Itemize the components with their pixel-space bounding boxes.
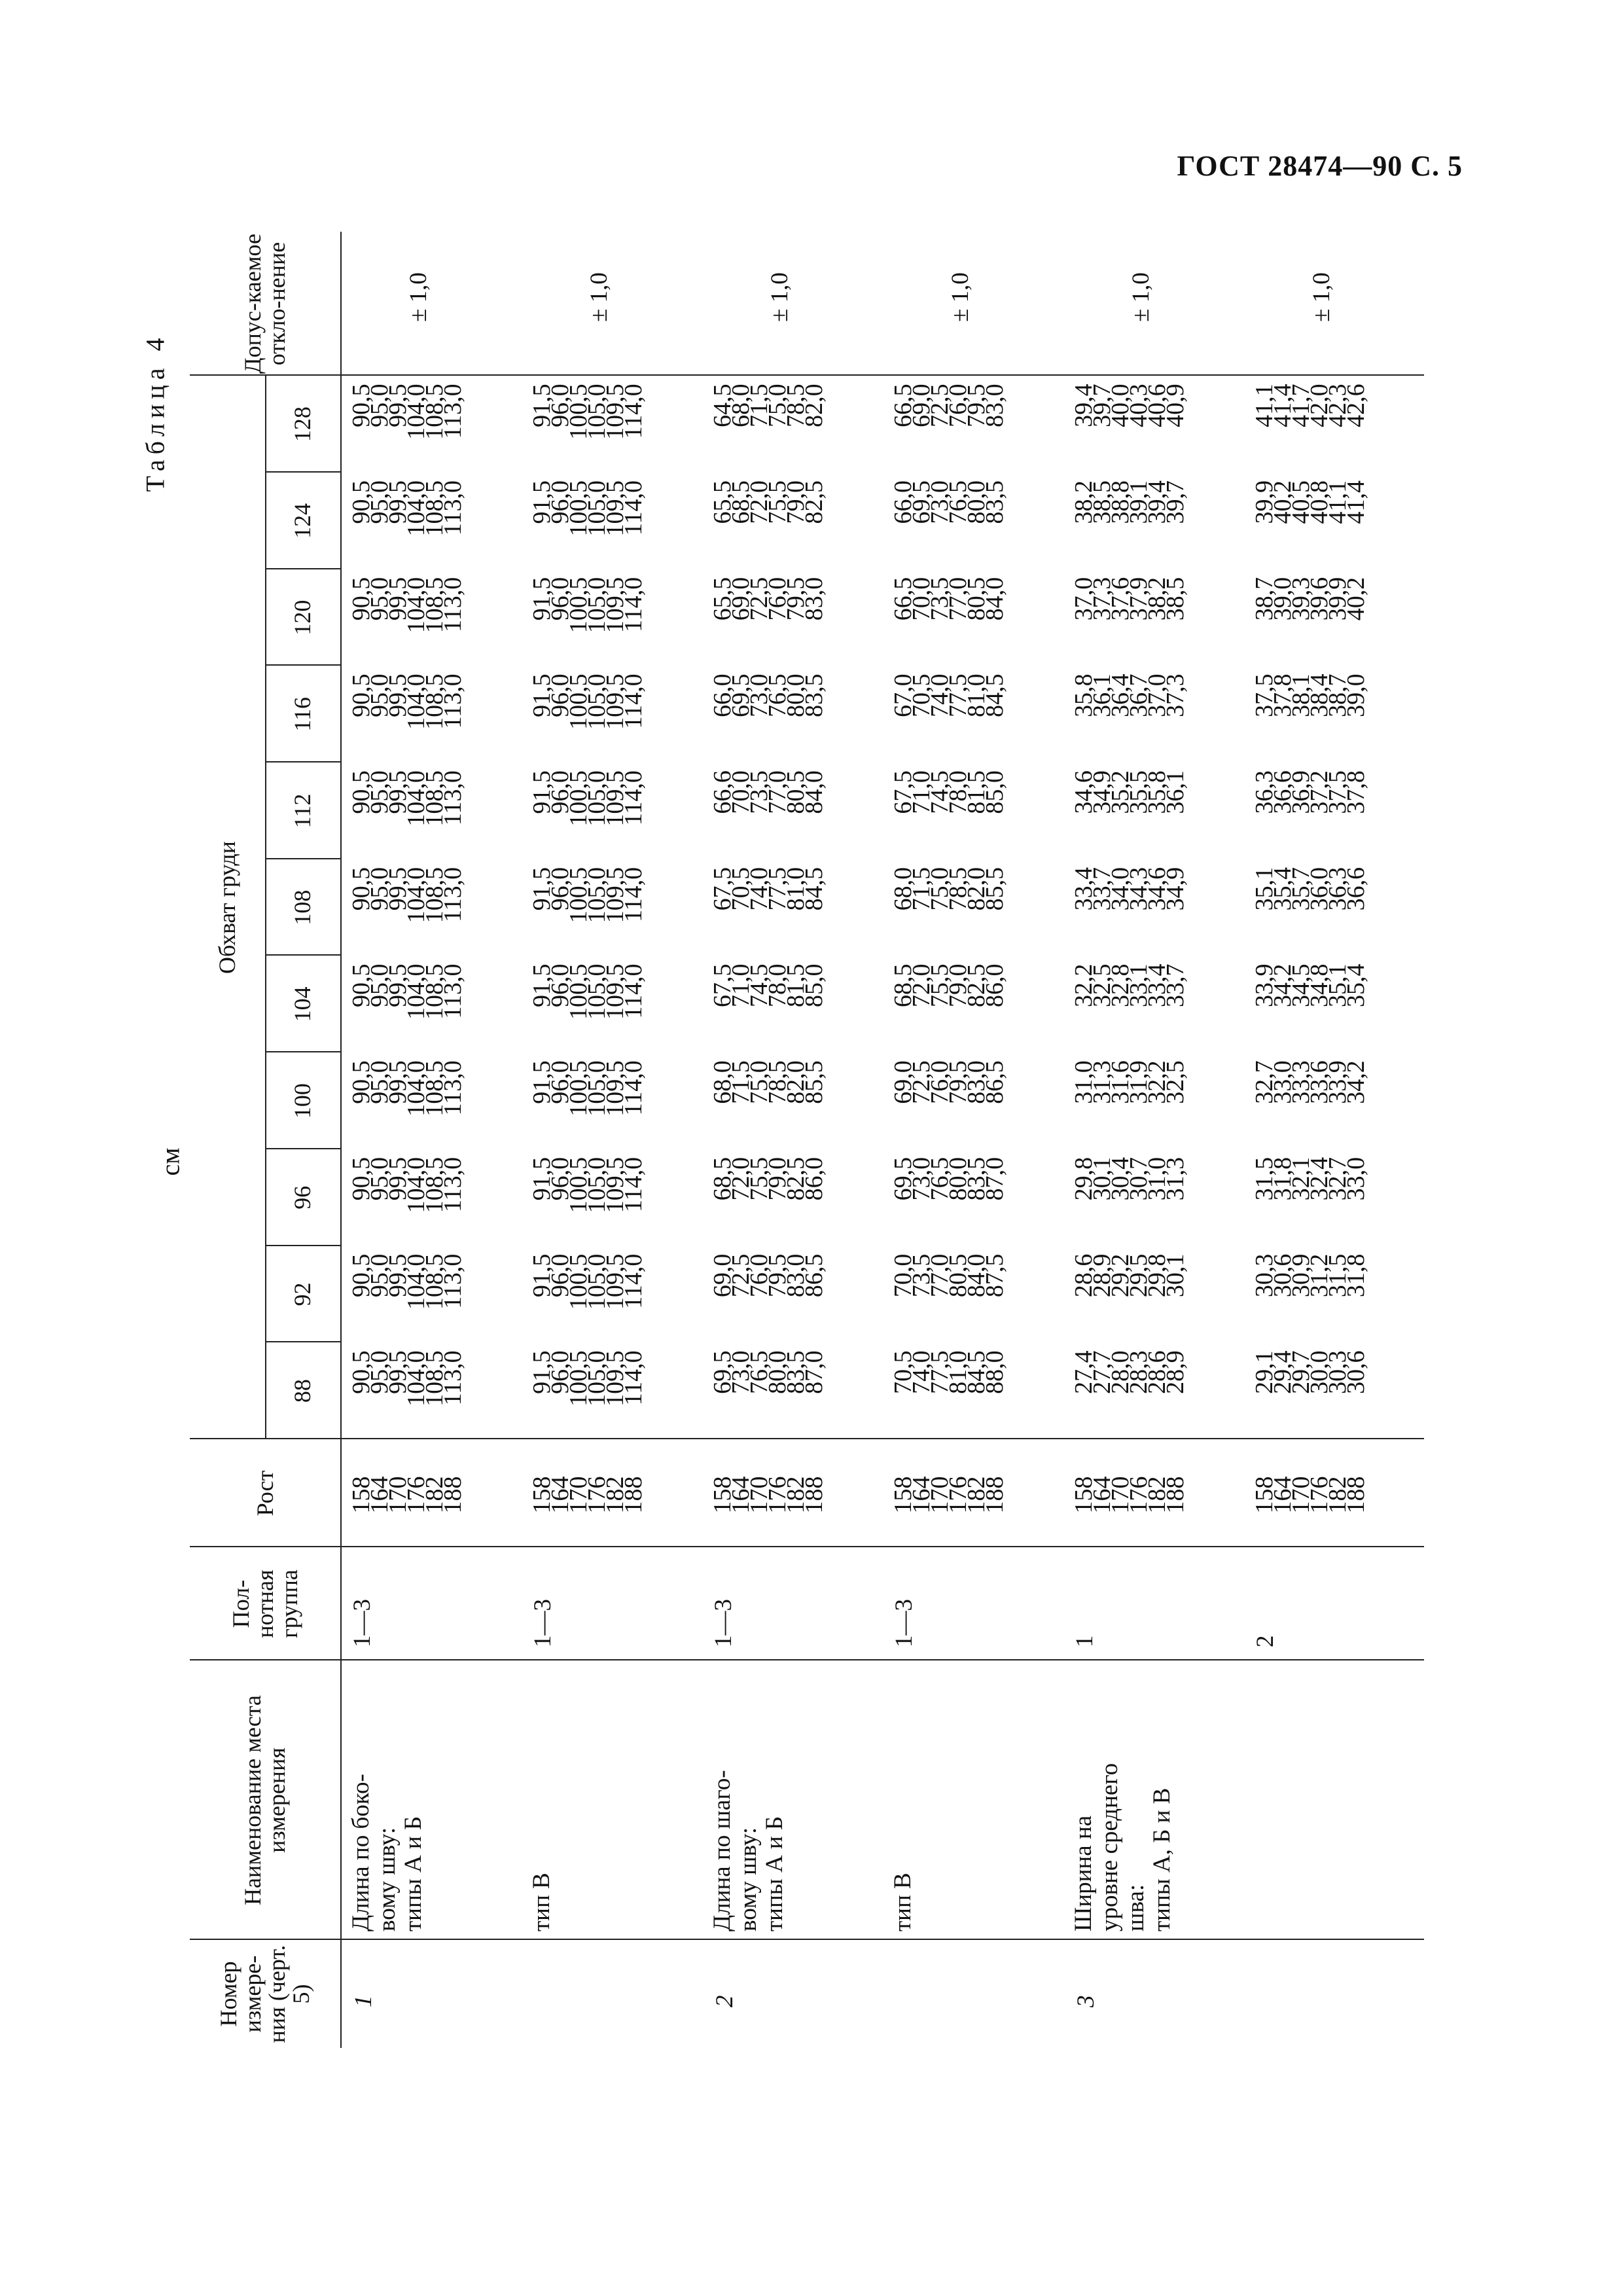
chest-size-88: 88 — [289, 1379, 315, 1403]
chest-value-col-116: 37,5 37,8 38,1 38,4 38,7 39,0 — [1251, 673, 1370, 717]
table-rotated-frame — [190, 232, 1427, 2048]
chest-size-120: 120 — [289, 600, 315, 636]
fullness-group: 1 — [1071, 1635, 1098, 1647]
header-group-text: Пол-нотная группа — [227, 1570, 302, 1638]
chest-value-col-100: 90,5 95,0 99,5 104,0 108,5 113,0 — [348, 1060, 467, 1117]
tolerance-value: ± 1,0 — [766, 272, 793, 322]
chest-value-col-124: 90,5 95,0 99,5 104,0 108,5 113,0 — [348, 480, 467, 537]
chest-value-col-128: 39,4 39,7 40,0 40,3 40,6 40,9 — [1070, 384, 1189, 427]
chest-value-col-108: 90,5 95,0 99,5 104,0 108,5 113,0 — [348, 867, 467, 924]
chest-value-col-100: 91,5 96,0 100,5 105,0 109,5 114,0 — [528, 1060, 647, 1117]
header-chest-text: Обхват груди — [214, 841, 240, 974]
chest-value-col-120: 38,7 39,0 39,3 39,6 39,9 40,2 — [1251, 577, 1370, 621]
chest-value-col-128: 66,5 69,0 72,5 76,0 79,5 83,0 — [889, 384, 1008, 427]
header-height-text: Рост — [251, 1470, 278, 1516]
grid-line-v — [190, 1546, 1424, 1547]
chest-value-col-92: 70,0 73,5 77,0 80,5 84,0 87,5 — [889, 1253, 1008, 1298]
height-values: 158 164 170 176 182 188 — [1251, 1476, 1370, 1514]
grid-line-v — [265, 664, 340, 666]
chest-size-104: 104 — [289, 986, 315, 1022]
chest-value-col-112: 91,5 96,0 100,5 105,0 109,5 114,0 — [528, 770, 647, 827]
grid-line-h — [340, 232, 342, 2048]
chest-value-col-112: 66,6 70,0 73,5 77,0 80,5 84,0 — [709, 770, 828, 814]
chest-value-col-96: 68,5 72,0 75,5 79,0 82,5 86,0 — [709, 1157, 828, 1201]
measurement-name: Длина по боко- вому шву: типы А и Б — [348, 1774, 427, 1931]
chest-value-col-124: 39,9 40,2 40,5 40,8 41,1 41,4 — [1251, 480, 1370, 524]
header-name-text: Наименование места измерения — [240, 1695, 290, 1906]
chest-value-col-112: 34,6 34,9 35,2 35,5 35,8 36,1 — [1070, 770, 1189, 814]
header-tolerance — [190, 232, 340, 376]
chest-value-col-104: 32,2 32,5 32,8 33,1 33,4 33,7 — [1070, 963, 1189, 1008]
grid-line-v — [265, 1148, 340, 1149]
chest-value-col-128: 64,5 68,0 71,5 75,0 78,5 82,0 — [709, 384, 828, 427]
grid-line-v — [265, 471, 340, 473]
height-values: 158 164 170 176 182 188 — [1070, 1476, 1189, 1514]
grid-line-v — [265, 1051, 340, 1052]
header-tolerance-text: Допус-каемое откло-нение — [240, 234, 290, 374]
measurement-name: тип В — [889, 1873, 916, 1931]
chest-value-col-124: 66,0 69,5 73,0 76,5 80,0 83,5 — [889, 480, 1008, 524]
grid-line-v — [190, 1659, 1424, 1660]
grid-line-v — [265, 1245, 340, 1246]
header-group — [190, 1547, 340, 1660]
chest-value-col-128: 41,1 41,4 41,7 42,0 42,3 42,6 — [1251, 384, 1370, 427]
chest-value-col-116: 35,8 36,1 36,4 36,7 37,0 37,3 — [1070, 673, 1189, 717]
chest-size-100: 100 — [289, 1083, 315, 1119]
header-name — [190, 1660, 340, 1940]
chest-value-col-112: 36,3 36,6 36,9 37,2 37,5 37,8 — [1251, 770, 1370, 814]
grid-line-v — [190, 374, 1424, 376]
grid-line-v — [265, 858, 340, 859]
measurement-name: Ширина на уровне среднего шва: типы А, Б и В — [1070, 1763, 1175, 1931]
grid-line-v — [190, 1438, 1424, 1439]
chest-value-col-108: 91,5 96,0 100,5 105,0 109,5 114,0 — [528, 867, 647, 924]
measurement-number: 3 — [1073, 1995, 1099, 2007]
chest-value-col-100: 68,0 71,5 75,0 78,5 82,0 85,5 — [709, 1060, 828, 1104]
fullness-group: 2 — [1252, 1635, 1279, 1647]
chest-value-col-92: 30,3 30,6 30,9 31,2 31,5 31,8 — [1251, 1253, 1370, 1298]
measurement-number: 1 — [350, 1995, 377, 2007]
chest-value-col-96: 90,5 95,0 99,5 104,0 108,5 113,0 — [348, 1157, 467, 1213]
chest-value-col-116: 91,5 96,0 100,5 105,0 109,5 114,0 — [528, 673, 647, 730]
chest-value-col-92: 69,0 72,5 76,0 79,5 83,0 86,5 — [709, 1253, 828, 1298]
chest-size-92: 92 — [289, 1282, 315, 1306]
fullness-group: 1—3 — [529, 1599, 556, 1647]
chest-value-col-100: 69,0 72,5 76,0 79,5 83,0 86,5 — [889, 1060, 1008, 1104]
header-chest — [190, 376, 265, 1439]
chest-value-col-108: 68,0 71,5 75,0 78,5 82,0 85,5 — [889, 867, 1008, 911]
chest-value-col-128: 91,5 96,0 100,5 105,0 109,5 114,0 — [528, 384, 647, 440]
chest-value-col-104: 33,9 34,2 34,5 34,8 35,1 35,4 — [1251, 963, 1370, 1008]
chest-size-96: 96 — [289, 1185, 315, 1210]
chest-value-col-96: 91,5 96,0 100,5 105,0 109,5 114,0 — [528, 1157, 647, 1213]
chest-value-col-116: 66,0 69,5 73,0 76,5 80,0 83,5 — [709, 673, 828, 717]
chest-value-col-104: 68,5 72,0 75,5 79,0 82,5 86,0 — [889, 963, 1008, 1008]
chest-value-col-120: 66,5 70,0 73,5 77,0 80,5 84,0 — [889, 577, 1008, 621]
chest-value-col-108: 35,1 35,4 35,7 36,0 36,3 36,6 — [1251, 867, 1370, 911]
chest-value-col-100: 32,7 33,0 33,3 33,6 33,9 34,2 — [1251, 1060, 1370, 1104]
fullness-group: 1—3 — [349, 1599, 376, 1647]
chest-value-col-88: 69,5 73,0 76,5 80,0 83,5 87,0 — [709, 1350, 828, 1394]
chest-value-col-88: 27,4 27,7 28,0 28,3 28,6 28,9 — [1070, 1350, 1189, 1394]
chest-value-col-96: 31,5 31,8 32,1 32,4 32,7 33,0 — [1251, 1157, 1370, 1201]
header-number-text: Номер измере-ния (черт. 5) — [215, 1945, 314, 2043]
chest-size-108: 108 — [289, 889, 315, 925]
chest-value-col-120: 90,5 95,0 99,5 104,0 108,5 113,0 — [348, 577, 467, 634]
tolerance-value: ± 1,0 — [586, 272, 613, 322]
chest-value-col-88: 70,5 74,0 77,5 81,0 84,5 88,0 — [889, 1350, 1008, 1394]
fullness-group: 1—3 — [891, 1599, 918, 1647]
chest-value-col-104: 91,5 96,0 100,5 105,0 109,5 114,0 — [528, 963, 647, 1020]
chest-value-col-116: 67,0 70,5 74,0 77,5 81,0 84,5 — [889, 673, 1008, 717]
height-values: 158 164 170 176 182 188 — [528, 1476, 647, 1514]
measurement-number: 2 — [711, 1995, 738, 2007]
chest-value-col-124: 91,5 96,0 100,5 105,0 109,5 114,0 — [528, 480, 647, 537]
measurement-name: Длина по шаго- вому шву: типы А и Б — [709, 1770, 788, 1931]
chest-value-col-92: 28,6 28,9 29,2 29,5 29,8 30,1 — [1070, 1253, 1189, 1298]
chest-value-col-92: 91,5 96,0 100,5 105,0 109,5 114,0 — [528, 1253, 647, 1310]
height-values: 158 164 170 176 182 188 — [889, 1476, 1008, 1514]
chest-value-col-104: 67,5 71,0 74,5 78,0 81,5 85,0 — [709, 963, 828, 1008]
chest-value-col-96: 69,5 73,0 76,5 80,0 83,5 87,0 — [889, 1157, 1008, 1201]
chest-value-col-128: 90,5 95,0 99,5 104,0 108,5 113,0 — [348, 384, 467, 440]
chest-value-col-88: 91,5 96,0 100,5 105,0 109,5 114,0 — [528, 1350, 647, 1407]
grid-line-h — [265, 376, 266, 1439]
chest-value-col-88: 29,1 29,4 29,7 30,0 30,3 30,6 — [1251, 1350, 1370, 1394]
chest-value-col-112: 67,5 71,0 74,5 78,0 81,5 85,0 — [889, 770, 1008, 814]
chest-value-col-124: 38,2 38,5 38,8 39,1 39,4 39,7 — [1070, 480, 1189, 524]
grid-line-v — [265, 1341, 340, 1342]
chest-size-116: 116 — [289, 696, 315, 732]
chest-size-124: 124 — [289, 503, 315, 539]
chest-value-col-92: 90,5 95,0 99,5 104,0 108,5 113,0 — [348, 1253, 467, 1310]
chest-value-col-108: 67,5 70,5 74,0 77,5 81,0 84,5 — [709, 867, 828, 911]
grid-line-v — [265, 955, 340, 956]
chest-size-128: 128 — [289, 406, 315, 442]
grid-line-v — [265, 761, 340, 762]
height-values: 158 164 170 176 182 188 — [709, 1476, 828, 1514]
chest-value-col-108: 33,4 33,7 34,0 34,3 34,6 34,9 — [1070, 867, 1189, 911]
grid-line-v — [190, 1939, 1424, 1940]
chest-value-col-104: 90,5 95,0 99,5 104,0 108,5 113,0 — [348, 963, 467, 1020]
tolerance-value: ± 1,0 — [1308, 272, 1335, 322]
grid-line-v — [265, 568, 340, 569]
tolerance-value: ± 1,0 — [947, 272, 974, 322]
fullness-group: 1—3 — [710, 1599, 737, 1647]
tolerance-value: ± 1,0 — [405, 272, 432, 322]
chest-value-col-100: 31,0 31,3 31,6 31,9 32,2 32,5 — [1070, 1060, 1189, 1104]
header-number — [190, 1940, 340, 2048]
header-height — [190, 1439, 340, 1547]
chest-value-col-96: 29,8 30,1 30,4 30,7 31,0 31,3 — [1070, 1157, 1189, 1201]
height-values: 158 164 170 176 182 188 — [348, 1476, 467, 1514]
tolerance-value: ± 1,0 — [1128, 272, 1154, 322]
chest-value-col-120: 37,0 37,3 37,6 37,9 38,2 38,5 — [1070, 577, 1189, 621]
unit-label: см — [155, 1147, 185, 1176]
chest-size-112: 112 — [289, 793, 315, 829]
measurement-table — [190, 232, 1427, 2048]
chest-value-col-120: 65,5 69,0 72,5 76,0 79,5 83,0 — [709, 577, 828, 621]
chest-value-col-112: 90,5 95,0 99,5 104,0 108,5 113,0 — [348, 770, 467, 827]
chest-value-col-120: 91,5 96,0 100,5 105,0 109,5 114,0 — [528, 577, 647, 634]
measurement-name: тип В — [528, 1873, 555, 1931]
chest-value-col-116: 90,5 95,0 99,5 104,0 108,5 113,0 — [348, 673, 467, 730]
chest-value-col-88: 90,5 95,0 99,5 104,0 108,5 113,0 — [348, 1350, 467, 1407]
page-header: ГОСТ 28474—90 С. 5 — [1177, 150, 1463, 182]
table-label: Таблица 4 — [140, 332, 170, 492]
chest-value-col-124: 65,5 68,5 72,0 75,5 79,0 82,5 — [709, 480, 828, 524]
